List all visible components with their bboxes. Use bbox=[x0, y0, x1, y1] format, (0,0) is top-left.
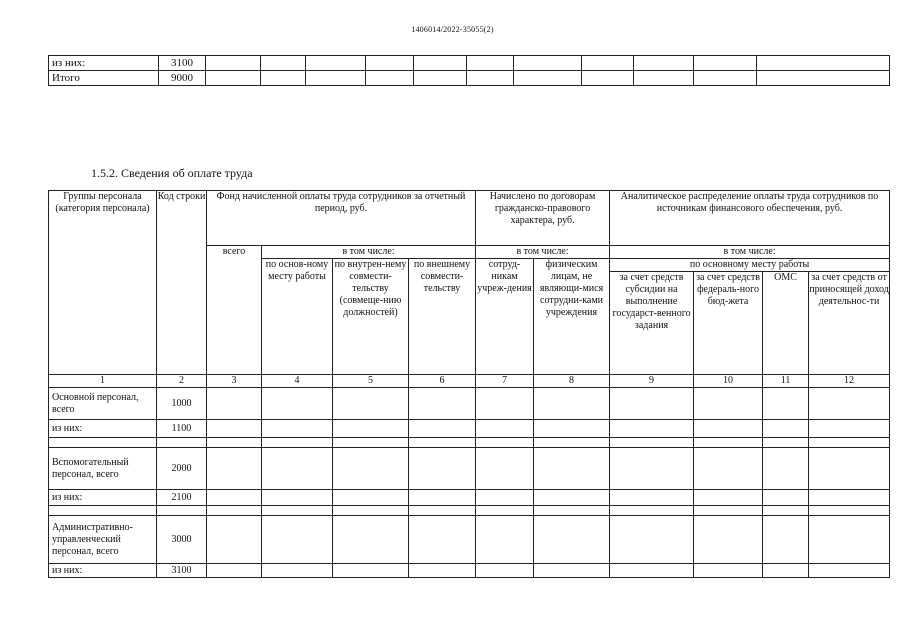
header-c6: по внешнему совмести-тельству bbox=[409, 259, 476, 375]
row-code: 1100 bbox=[157, 420, 207, 438]
header-civil: Начислено по договорам гражданско-правового характера, руб. bbox=[476, 191, 610, 246]
row-code: 2000 bbox=[157, 448, 207, 490]
col-number: 7 bbox=[476, 375, 534, 388]
row-code: 3000 bbox=[157, 516, 207, 564]
table-row bbox=[49, 564, 890, 578]
header-c8: физическим лицам, не являющи-мися сотрудни-ками учреждения bbox=[534, 259, 610, 375]
col-number: 3 bbox=[207, 375, 262, 388]
header-c12: за счет средств от приносящей доход деятельнос-ти bbox=[809, 272, 890, 375]
table-row bbox=[49, 516, 890, 564]
header-analytic: Аналитическое распределение оплаты труда сотрудников по источникам финансового обеспечения, руб. bbox=[610, 191, 890, 246]
header-c5: по внутрен-нему совмести-тельству (совмеще-нию должностей) bbox=[333, 259, 409, 375]
header-c9: за счет средств субсидии на выполнение государст-венного задания bbox=[610, 272, 694, 375]
header-incl-civil: в том числе: bbox=[476, 246, 610, 259]
header-incl-fund: в том числе: bbox=[262, 246, 476, 259]
table-row bbox=[49, 448, 890, 490]
header-incl-analytic: в том числе: bbox=[610, 246, 890, 259]
col-number: 10 bbox=[694, 375, 763, 388]
row-label: из них: bbox=[49, 490, 157, 506]
top-continuation-table bbox=[48, 55, 890, 86]
table-row bbox=[49, 506, 890, 516]
header-c7: сотруд-никам учреж-дения bbox=[476, 259, 534, 375]
table-row bbox=[49, 420, 890, 438]
row-code: 9000 bbox=[159, 71, 206, 86]
col-number: 8 bbox=[534, 375, 610, 388]
table-row bbox=[49, 438, 890, 448]
col-number: 12 bbox=[809, 375, 890, 388]
col-number: 11 bbox=[763, 375, 809, 388]
section-title: 1.5.2. Сведения об оплате труда bbox=[91, 166, 253, 180]
header-c10: за счет средств федераль-ного бюд-жета bbox=[694, 272, 763, 375]
col-number: 4 bbox=[262, 375, 333, 388]
table-row bbox=[49, 388, 890, 420]
row-label: из них: bbox=[49, 420, 157, 438]
row-code: 3100 bbox=[157, 564, 207, 578]
header-fund: Фонд начисленной оплаты труда сотрудников за отчетный период, руб. bbox=[207, 191, 476, 246]
document-number: 1406014/2022-35055(2) bbox=[411, 25, 494, 34]
header-groups: Группы персонала (категория персонала) bbox=[49, 191, 157, 375]
header-c4: по основ-ному месту работы bbox=[262, 259, 333, 375]
table-row bbox=[49, 490, 890, 506]
column-numbers-row bbox=[49, 375, 890, 388]
row-label: Вспомогательный персонал, всего bbox=[49, 448, 157, 490]
header-main-place: по основному месту работы bbox=[610, 259, 890, 272]
header-row-1 bbox=[49, 191, 890, 246]
row-label: из них: bbox=[49, 56, 159, 71]
row-label: Итого bbox=[49, 71, 159, 86]
table-row bbox=[49, 71, 890, 86]
row-code: 1000 bbox=[157, 388, 207, 420]
col-number: 1 bbox=[49, 375, 157, 388]
col-number: 9 bbox=[610, 375, 694, 388]
header-c11: ОМС bbox=[763, 272, 809, 375]
col-number: 5 bbox=[333, 375, 409, 388]
col-number: 6 bbox=[409, 375, 476, 388]
header-code: Код строки bbox=[157, 191, 207, 375]
table-row bbox=[49, 56, 890, 71]
col-number: 2 bbox=[157, 375, 207, 388]
header-total: всего bbox=[207, 246, 262, 375]
row-label: Административно-управленческий персонал, всего bbox=[49, 516, 157, 564]
row-label: Основной персонал, всего bbox=[49, 388, 157, 420]
row-code: 2100 bbox=[157, 490, 207, 506]
row-code: 3100 bbox=[159, 56, 206, 71]
row-label: из них: bbox=[49, 564, 157, 578]
salary-table bbox=[48, 190, 890, 578]
